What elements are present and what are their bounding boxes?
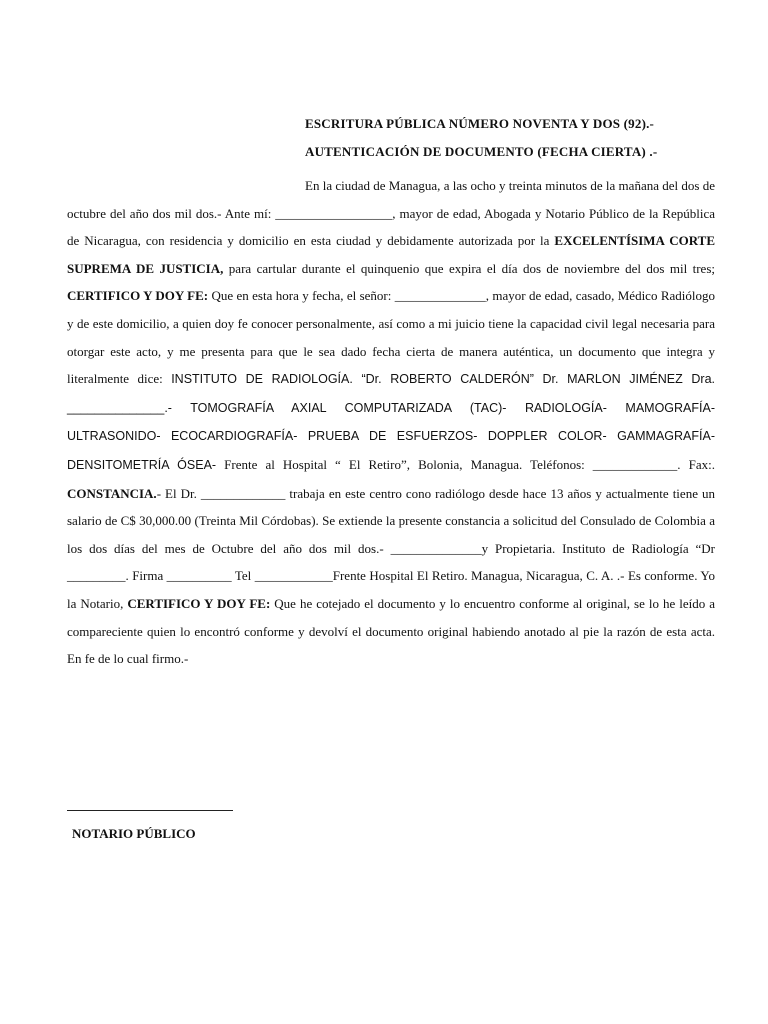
constancia-heading: CONSTANCIA. [67,485,157,501]
signature-label: NOTARIO PÚBLICO [72,826,196,841]
deed-title: ESCRITURA PÚBLICA NÚMERO NOVENTA Y DOS (92).- [305,116,655,131]
body-segment-5: - El Dr. _____________ trabaja en este centro cono radiólogo desde hace 13 años y actualmente tiene un salario de C$ 30,000.00 (Treinta Mil Córdobas). Se extiende la presente constancia a solicitud del Consulado de Colombia a los dos días del mes de Octubre del año dos mil dos.- ______________y Propietaria. Instituto de Radiología “Dr _________. Firma __________ Tel ____________Frente Hospital El Retiro. Managua, Nicaragua, C. A. .- Es conforme. Yo la Notario, [67,485,715,611]
quoted-letterhead: INSTITUTO DE RADIOLOGÍA. “Dr. ROBERTO CALDERÓN” Dr. MARLON JIMÉNEZ Dra. ______________.- TOMOGRAFÍA AXIAL COMPUTARIZADA (TAC)- RADIOLOGÍA- MAMOGRAFÍA- ULTRASONIDO- ECOCARDIOGRAFÍA- PRUEBA DE ESFUERZOS- DOPPLER COLOR- GAMMAGRAFÍA- DENSITOMETRÍA ÓSEA- [67,372,715,472]
deed-subtitle: AUTENTICACIÓN DE DOCUMENTO (FECHA CIERTA) .- [305,144,658,159]
body-segment-1: En la ciudad de Managua, a las ocho y treinta minutos de la mañana del dos de octubre del año dos mil dos.- Ante mí: __________________, mayor de edad, Abogada y Notario Público de la República de Nicaragua, con residencia y domicilio en esta ciudad y debidamente autorizada por la [67,178,715,249]
deed-body [67,172,715,673]
signature-line [67,810,233,811]
court-name: EXCELENTÍSIMA CORTE SUPREMA DE JUSTICIA, [67,233,715,276]
certification-phrase-2: CERTIFICO Y DOY FE: [127,595,271,611]
body-segment-4: Frente al Hospital “ El Retiro”, Bolonia, Managua. Teléfonos: _____________. Fax:. [216,456,716,472]
body-segment-2: para cartular durante el quinquenio que expira el día dos de noviembre del dos mil tres; [223,260,716,276]
certification-phrase-1: CERTIFICO Y DOY FE: [67,288,209,304]
body-segment-3: Que en esta hora y fecha, el señor: ______________, mayor de edad, casado, Médico Radiólogo y de este domicilio, a quien doy fe conocer personalmente, así como a mi juicio tiene la capacidad civil legal necesaria para otorgar este acto, y me presenta para que le sea dado fecha cierta de manera auténtica, un documento que integra y literalmente dice: [67,288,715,387]
body-segment-6: Que he cotejado el documento y lo encuentro conforme al original, se lo he leído a compareciente quien lo encontró conforme y devolví el documento original habiendo anotado al pie la razón de esta acta. En fe de lo cual firmo.- [67,595,715,667]
